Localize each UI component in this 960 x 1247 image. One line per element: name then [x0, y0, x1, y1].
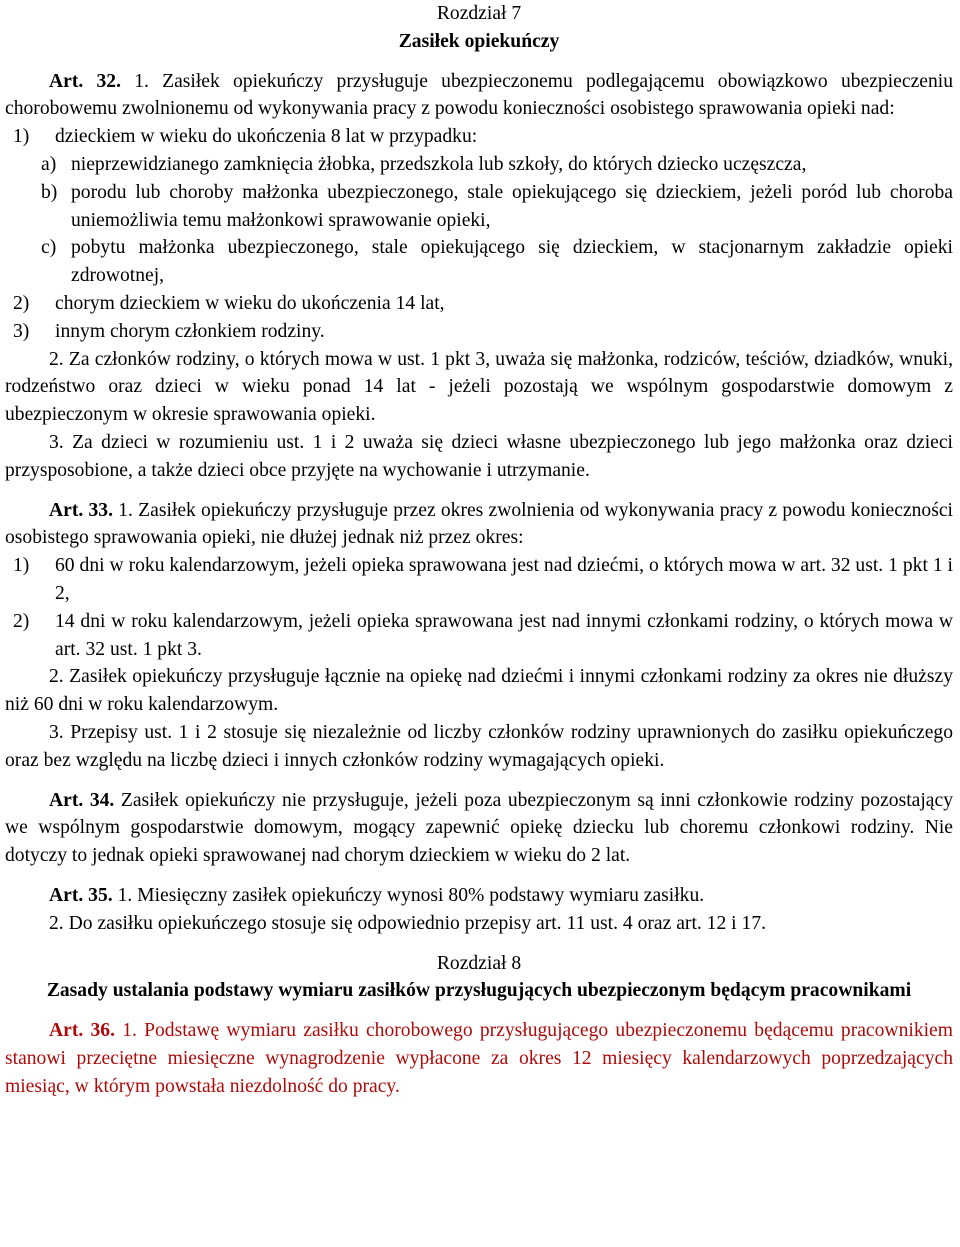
list-item-number: 3) [13, 320, 30, 342]
list-item-text: 14 dni w roku kalendarzowym, jeżeli opieka sprawowana jest nad innymi członkami rodziny, o których mowa w art. 32 ust. 1 pkt 3. [55, 610, 953, 660]
list-item-number: 1) [13, 126, 30, 148]
list-item [5, 318, 953, 346]
art33-paragraph-1 [5, 497, 953, 553]
list-item-text: dzieckiem w wieku do ukończenia 8 lat w przypadku: [55, 126, 478, 148]
article-number: Art. 34. [49, 789, 115, 811]
list-item-number: c) [41, 237, 57, 259]
list-item-number: a) [41, 153, 57, 175]
paragraph-text: 1. Zasiłek opiekuńczy przysługuje ubezpieczonemu podlegającemu obowiązkowo ubezpieczeniu chorobowemu zwolnionemu od wykonywania pracy z powodu konieczności osobistego sprawowania opieki nad: [5, 70, 953, 120]
list-item [5, 290, 953, 318]
chapter-label: Rozdział 7 [436, 3, 522, 24]
art35-paragraph-2: 2. Do zasiłku opiekuńczego stosuje się odpowiednio przepisy art. 11 ust. 4 oraz art. 12 i 17. [49, 912, 767, 934]
list-item [5, 123, 953, 151]
chapter-label: Rozdział 8 [436, 952, 522, 974]
article-number: Art. 33. [49, 499, 113, 521]
chapter-title: Zasady ustalania podstawy wymiaru zasiłków przysługujących ubezpieczonym będącym pracownikami [46, 980, 912, 1002]
paragraph-text: Zasiłek opiekuńczy nie przysługuje, jeżeli poza ubezpieczonym są inni członkowie rodziny pozostający we wspólnym gospodarstwie domowym, mogący zapewnić opiekę dziecku lub choremu członkowi rodziny. Nie dotyczy to jednak opieki sprawowanej nad chorym dzieckiem w wieku do 2 lat. [5, 789, 953, 867]
article-number: Art. 36. [49, 1020, 115, 1042]
paragraph-text: 1. Podstawę wymiaru zasiłku chorobowego przysługującego ubezpieczonemu będącemu pracownikiem stanowi przeciętne miesięczne wynagrodzenie wypłacone za okres 12 miesięcy kalendarzowych poprzedzających miesiąc, w którym powstała niezdolność do pracy. [5, 1020, 953, 1097]
art35-paragraph-1 [5, 882, 953, 910]
list-item-text: chorym dzieckiem w wieku do ukończenia 14 lat, [55, 292, 445, 314]
paragraph-text: 1. Miesięczny zasiłek opiekuńczy wynosi 80% podstawy wymiaru zasiłku. [112, 884, 705, 906]
list-item-number: 2) [13, 292, 30, 314]
art36-paragraph-1 [5, 1017, 953, 1100]
list-item-text: nieprzewidzianego zamknięcia żłobka, przedszkola lub szkoły, do których dziecko uczęszcza, [71, 153, 807, 175]
paragraph-text: 1. Zasiłek opiekuńczy przysługuje przez okres zwolnienia od wykonywania pracy z powodu konieczności osobistego sprawowania opieki, nie dłużej jednak niż przez okres: [5, 499, 953, 549]
list-item [5, 234, 953, 290]
list-item-text: porodu lub choroby małżonka ubezpieczonego, stale opiekującego się dzieckiem, jeżeli poród lub choroba uniemożliwia temu małżonkowi sprawowanie opieki, [71, 181, 953, 231]
art33-paragraph-2: 2. Zasiłek opiekuńczy przysługuje łącznie na opiekę nad dziećmi i innymi członkami rodziny za okres nie dłuższy niż 60 dni w roku kalendarzowym. [5, 666, 953, 716]
art32-paragraph-3: 3. Za dzieci w rozumieniu ust. 1 i 2 uważa się dzieci własne ubezpieczonego lub jego małżonka oraz dzieci przysposobione, a także dzieci obce przyjęte na wychowanie i utrzymanie. [5, 431, 953, 481]
article-number: Art. 32. [49, 70, 121, 92]
list-item-text: 60 dni w roku kalendarzowym, jeżeli opieka sprawowana jest nad dziećmi, o których mowa w art. 32 ust. 1 pkt 1 i 2, [55, 555, 953, 604]
list-item-number: 2) [13, 610, 30, 632]
list-item-text: pobytu małżonka ubezpieczonego, stale opiekującego się dzieckiem, w stacjonarnym zakładzie opieki zdrowotnej, [71, 237, 953, 287]
article-number: Art. 35. [49, 884, 113, 906]
list-item-number: b) [41, 181, 58, 203]
art33-paragraph-3: 3. Przepisy ust. 1 i 2 stosuje się niezależnie od liczby członków rodziny uprawnionych do zasiłku opiekuńczego oraz bez względu na liczbę dzieci i innych członków rodziny wymagających opieki. [5, 721, 953, 771]
list-item [5, 179, 953, 235]
list-item-text: innym chorym członkiem rodziny. [55, 320, 325, 342]
art32-paragraph-1 [5, 68, 953, 124]
art32-paragraph-2: 2. Za członków rodziny, o których mowa w ust. 1 pkt 3, uważa się małżonka, rodziców, teściów, dziadków, wnuki, rodzeństwo oraz dzieci w wieku ponad 14 lat - jeżeli pozostają we wspólnym gospodarstwie domowym z ubezpieczonym w okresie sprawowania opieki. [5, 348, 953, 426]
list-item [5, 151, 953, 179]
list-item [5, 552, 953, 608]
art34-paragraph [5, 787, 953, 870]
list-item-number: 1) [13, 555, 30, 577]
list-item [5, 608, 953, 664]
chapter-title: Zasiłek opiekuńczy [398, 30, 560, 52]
